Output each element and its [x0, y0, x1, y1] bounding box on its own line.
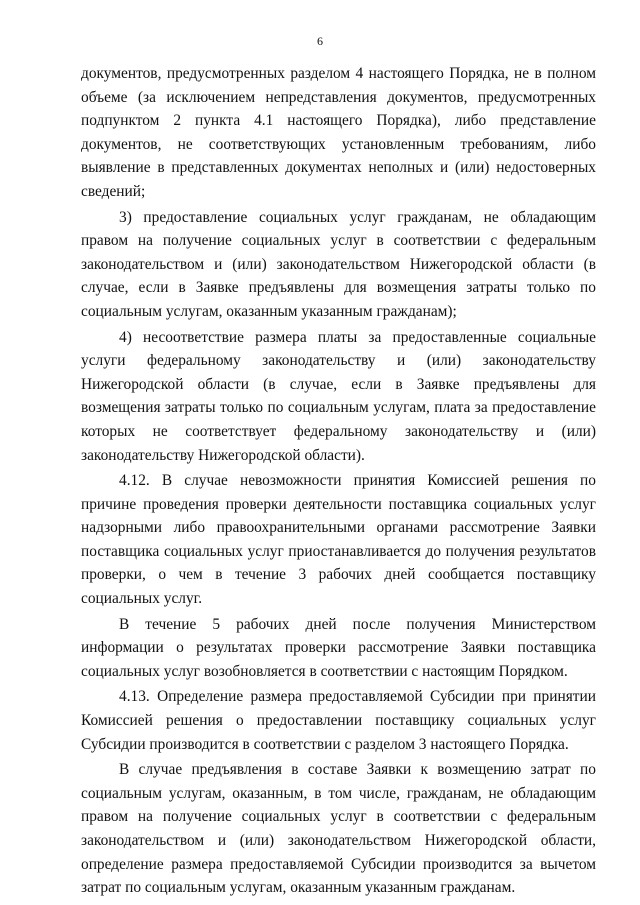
paragraph-4-12: 4.12. В случае невозможности принятия Комиссией решения по причине проведения проверки деятельности поставщика социальных услуг надзорными либо правоохранительными органами рассмотрение Заявки поставщика социальных услуг приостанавливается до получения результатов проверки, о чем в течение 3 рабочих дней сообщается поставщику социальных услуг. [81, 472, 596, 608]
paragraph-4-13: 4.13. Определение размера предоставляемой Субсидии при принятии Комиссией решения о предоставлении поставщику социальных услуг Субсидии производится в соответствии с разделом 3 настоящего Порядка. [81, 688, 596, 753]
page-number: 6 [317, 34, 323, 48]
paragraph-continuation: документов, предусмотренных разделом 4 настоящего Порядка, не в полном объеме (за исключением непредставления документов, предусмотренных подпунктом 2 пункта 4.1 настоящего Порядка), либо представление документов, не соответствующих установленным требованиям, либо выявление в представленных документах неполных и (или) недостоверных сведений; [81, 65, 596, 200]
paragraph-item-3: 3) предоставление социальных услуг гражданам, не обладающим правом на получение социальных услуг в соответствии с федеральным законодательством и (или) законодательством Нижегородской области (в случае, если в Заявке предъявлены для возмещения затраты только по социальным услугам, оказанным указанным гражданам); [81, 208, 596, 320]
paragraph-4-13-continued: В случае предъявления в составе Заявки к возмещению затрат по социальным услугам, оказанным, в том числе, гражданам, не обладающим правом на получение социальных услуг в соответствии с федеральным законодательством и (или) законодательством Нижегородской области, определение размера предоставляемой Субсидии производится за вычетом затрат по социальным услугам, оказанным указанным гражданам. [81, 761, 596, 897]
paragraph-4-12-continued: В течение 5 рабочих дней после получения Министерством информации о результатах проверки рассмотрение Заявки поставщика социальных услуг возобновляется в соответствии с настоящим Порядком. [81, 615, 596, 680]
document-body [81, 62, 596, 901]
paragraph-item-4: 4) несоответствие размера платы за предоставленные социальные услуги федеральному законодательству и (или) законодательству Нижегородской области (в случае, если в Заявке предъявлены для возмещения затраты только по социальным услугам, плата за предоставление которых не соответствует федеральному законодательству и (или) законодательству Нижегородской области). [81, 328, 596, 464]
